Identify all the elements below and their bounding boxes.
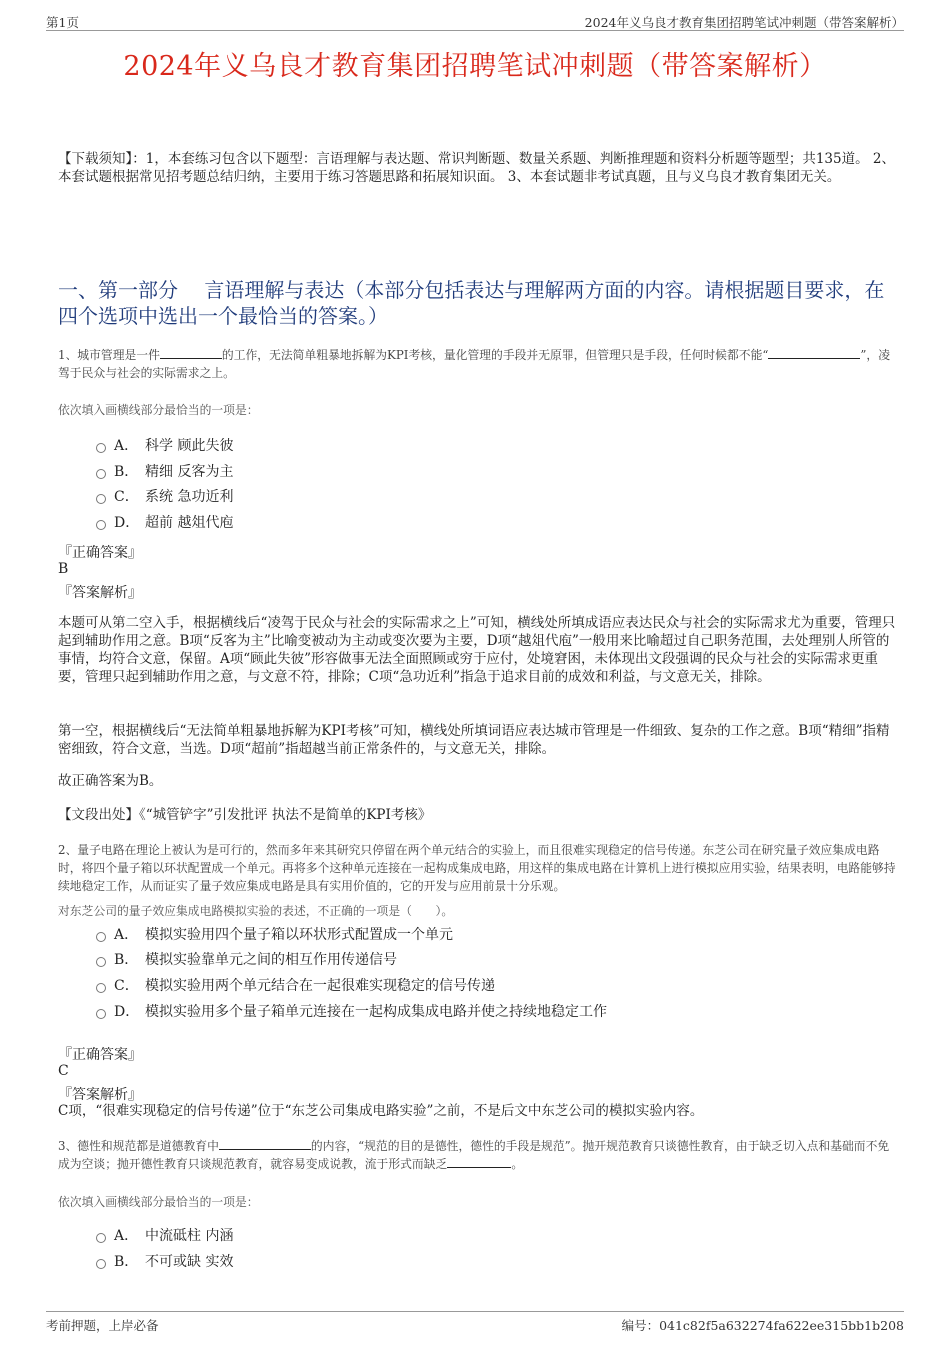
radio-icon[interactable] — [96, 1259, 106, 1269]
page-title: 2024年义乌良才教育集团招聘笔试冲刺题（带答案解析） — [123, 51, 827, 82]
q2-analysis-label: 『答案解析』 — [58, 1087, 142, 1103]
radio-icon[interactable] — [96, 983, 106, 993]
q1-prompt: 依次填入画横线部分最恰当的一项是： — [58, 403, 259, 417]
q3-prompt: 依次填入画横线部分最恰当的一项是： — [58, 1195, 259, 1209]
q3-text-c: 。 — [511, 1157, 524, 1171]
q2-option-d[interactable]: D． 模拟实验用多个量子箱单元连接在一起构成集成电路并使之持续地稳定工作 — [96, 1002, 607, 1022]
radio-icon[interactable] — [96, 469, 106, 479]
radio-icon[interactable] — [96, 957, 106, 967]
q1-source: 【文段出处】《“城管铲字”引发批评 执法不是简单的KPI考核》 — [58, 807, 432, 823]
q3-text-b: 的内容，“规范的目的是德性，德性的手段是规范”。抛开规范教育只谈德性教育，由于缺乏切入点和基础而不免成为空谈；抛开德性教育只谈规范教育，就容易变成说教，流于形式而缺乏 — [58, 1139, 890, 1171]
q1-conclusion: 故正确答案为B。 — [58, 773, 163, 789]
q1-answer-label: 『正确答案』 — [58, 545, 142, 561]
radio-icon[interactable] — [96, 494, 106, 504]
question-2-text: 2、量子电路在理论上被认为是可行的，然而多年来其研究只停留在两个单元结合的实验上，而且很难实现稳定的信号传递。东芝公司在研究量子效应集成电路时，将四个量子箱以环状配置成一个单元。再将多个这种单元连接在一起构成集成电路，用这样的集成电路在计算机上进行模拟应用实验，结果表明，电路能够持续地稳定工作，从而证实了量子效应集成电路是具有实用价值的，它的开发与应用前景十分乐观。 — [58, 843, 896, 893]
q1-blank-2 — [768, 346, 860, 359]
footer-slogan: 考前押题，上岸必备 — [46, 1318, 159, 1333]
radio-icon[interactable] — [96, 443, 106, 453]
q1-analysis-label: 『答案解析』 — [58, 585, 142, 601]
q2-prompt: 对东芝公司的量子效应集成电路模拟实验的表述，不正确的一项是（ ）。 — [58, 904, 454, 918]
q2-option-c[interactable]: C． 模拟实验用两个单元结合在一起很难实现稳定的信号传递 — [96, 976, 495, 996]
download-notice: 【下载须知】：1，本套练习包含以下题型：言语理解与表达题、常识判断题、数量关系题、判断推理题和资料分析题等题型；共135道。 2、本套试题根据常见招考题总结归纳，主要用于练习答题思路和拓展知识面。 3、本套试题非考试真题，且与义乌良才教育集团无关。 — [58, 151, 895, 185]
q3-blank-1 — [219, 1137, 311, 1150]
q2-option-b[interactable]: B． 模拟实验靠单元之间的相互作用传递信号 — [96, 950, 397, 970]
q2-answer: C — [58, 1063, 69, 1079]
page-number: 第1页 — [46, 15, 79, 30]
q2-answer-label: 『正确答案』 — [58, 1047, 142, 1063]
page-footer — [46, 1311, 904, 1333]
q3-option-b[interactable]: B． 不可或缺 实效 — [96, 1252, 233, 1272]
q1-option-d[interactable]: D． 超前 越俎代庖 — [96, 513, 233, 533]
q2-analysis: C项，“很难实现稳定的信号传递”位于“东芝公司集成电路实验”之前，不是后文中东芝公司的模拟实验内容。 — [58, 1103, 704, 1119]
q1-analysis-p1: 本题可从第二空入手，根据横线后“凌驾于民众与社会的实际需求之上”可知，横线处所填成语应表达民众与社会的实际需求尤为重要，管理只起到辅助作用之意。B项“反客为主”比喻变被动为主动或变次要为主要，D项“越俎代庖”一般用来比喻超过自己职务范围，去处理别人所管的事情，均符合文意，保留。A项“顾此失彼”形容做事无法全面照顾或穷于应付，处境窘困，未体现出文段强调的民众与社会的实际需求更重要，管理只起到辅助作用之意，与文意不符，排除；C项“急功近利”指急于追求目前的成效和利益，与文意无关，排除。 — [58, 615, 896, 685]
header-doc-title: 2024年义乌良才教育集团招聘笔试冲刺题（带答案解析） — [584, 15, 904, 30]
footer-doc-id: 编号：041c82f5a632274fa622ee315bb1b208 — [621, 1318, 904, 1333]
q1-option-a[interactable]: A． 科学 顾此失彼 — [96, 436, 233, 456]
q3-option-a[interactable]: A． 中流砥柱 内涵 — [96, 1226, 233, 1246]
q3-text-a: 3、德性和规范都是道德教育中 — [58, 1139, 219, 1153]
q1-option-b[interactable]: B． 精细 反客为主 — [96, 462, 233, 482]
q1-blank-1 — [160, 346, 222, 359]
q1-answer: B — [58, 561, 69, 577]
q3-blank-2 — [447, 1155, 511, 1168]
q1-text-c: ”，凌驾于民众与社会的实际需求之上。 — [58, 348, 891, 380]
question-1-text — [58, 346, 900, 382]
q1-text-a: 1、城市管理是一件 — [58, 348, 160, 362]
radio-icon[interactable] — [96, 932, 106, 942]
q1-text-b: 的工作，无法简单粗暴地拆解为KPI考核，量化管理的手段并无原罪，但管理只是手段，任何时候都不能“ — [221, 348, 769, 362]
radio-icon[interactable] — [96, 520, 106, 530]
q1-option-c[interactable]: C． 系统 急功近利 — [96, 487, 233, 507]
radio-icon[interactable] — [96, 1009, 106, 1019]
q1-analysis-p2: 第一空，根据横线后“无法简单粗暴地拆解为KPI考核”可知，横线处所填词语应表达城市管理是一件细致、复杂的工作之意。B项“精细”指精密细致，符合文意，当选。D项“超前”指超越当前正常条件的，与文意无关，排除。 — [58, 723, 890, 757]
section-title: 一、第一部分 言语理解与表达（本部分包括表达与理解两方面的内容。请根据题目要求，在四个选项中选出一个最恰当的答案。） — [58, 278, 885, 328]
q2-option-a[interactable]: A． 模拟实验用四个量子箱以环状形式配置成一个单元 — [96, 925, 453, 945]
page-header — [46, 10, 904, 31]
radio-icon[interactable] — [96, 1233, 106, 1243]
question-3-text — [58, 1137, 900, 1173]
